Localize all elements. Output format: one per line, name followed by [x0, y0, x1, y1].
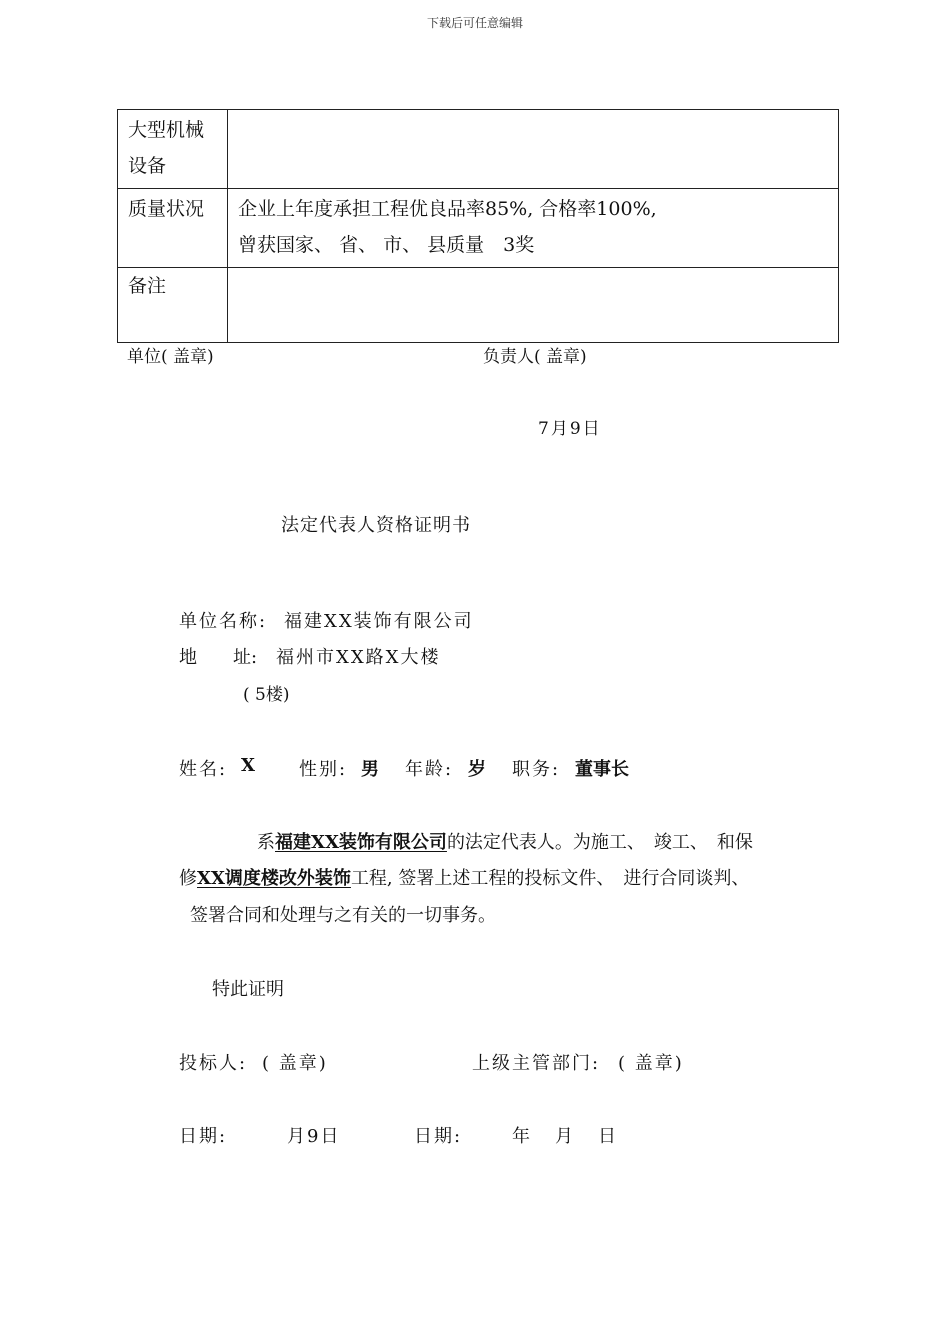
- address-label: 地 址:: [179, 647, 258, 668]
- info-table: [117, 109, 839, 343]
- row-label-machinery: [118, 110, 228, 189]
- person-seal-label: 负责人( 盖章): [483, 347, 587, 367]
- name-label: 姓名:: [179, 759, 228, 780]
- superior-seal: ( 盖章): [618, 1053, 684, 1074]
- name-value: X: [241, 755, 255, 776]
- body-line-2: [179, 864, 749, 890]
- table-row: [118, 189, 839, 268]
- body-text-2: 工程, 签署上述工程的投标文件、 进行合同谈判、: [350, 868, 750, 889]
- body-line-1: [257, 828, 753, 854]
- address-value: 福州市XX路X大楼: [276, 647, 441, 668]
- date2-month: 月: [555, 1126, 573, 1147]
- position-label: 职务:: [512, 759, 561, 780]
- row-label-text: 大型机械设备: [128, 119, 205, 177]
- date2-label: 日期:: [414, 1126, 463, 1147]
- quality-line-2: 曾获国家、 省、 市、 县质量 3奖: [238, 234, 535, 256]
- body-prefix: 系: [257, 832, 275, 853]
- bidder-seal: ( 盖章): [262, 1053, 328, 1074]
- body-line-3: 签署合同和处理与之有关的一切事务。: [190, 905, 496, 926]
- row-label-quality: [118, 189, 228, 268]
- row-content-machinery: [228, 110, 839, 189]
- body-text-1: 的法定代表人。为施工、 竣工、 和保: [446, 832, 753, 853]
- row-content-remarks: [228, 268, 839, 343]
- gender-label: 性别:: [299, 759, 348, 780]
- age-label: 年龄:: [405, 759, 454, 780]
- date1-value: 月9日: [287, 1126, 341, 1147]
- row-label-text: 质量状况: [128, 198, 205, 220]
- row-label-text: 备注: [128, 275, 167, 297]
- position-value: 董事长: [575, 759, 629, 780]
- quality-line-1: 企业上年度承担工程优良品率85%, 合格率100%,: [238, 198, 657, 220]
- row-label-remarks: [118, 268, 228, 343]
- body-company: 福建XX装饰有限公司: [275, 832, 447, 853]
- superior-label: 上级主管部门:: [472, 1053, 601, 1074]
- date2-year: 年: [512, 1126, 530, 1147]
- bidder-label: 投标人:: [179, 1053, 248, 1074]
- table-row: [118, 268, 839, 343]
- address-line2: ( 5楼): [243, 685, 290, 705]
- row-content-quality: [228, 189, 839, 268]
- gender-value: 男: [361, 759, 379, 780]
- unit-seal-label: 单位( 盖章): [127, 347, 214, 367]
- certificate-title: 法定代表人资格证明书: [281, 515, 471, 536]
- body-project: XX调度楼改外装饰: [197, 868, 351, 889]
- unit-name-value: 福建XX装饰有限公司: [284, 611, 474, 632]
- age-value: 岁: [468, 759, 486, 780]
- body-prefix-2: 修: [179, 868, 197, 889]
- closing-text: 特此证明: [212, 979, 284, 1000]
- table-row: [118, 110, 839, 189]
- date1-label: 日期:: [179, 1126, 228, 1147]
- date2-day: 日: [598, 1126, 616, 1147]
- unit-name-label: 单位名称:: [179, 611, 268, 632]
- signature-date: 7月9日: [538, 419, 602, 439]
- header-note: 下载后可任意编辑: [426, 16, 523, 30]
